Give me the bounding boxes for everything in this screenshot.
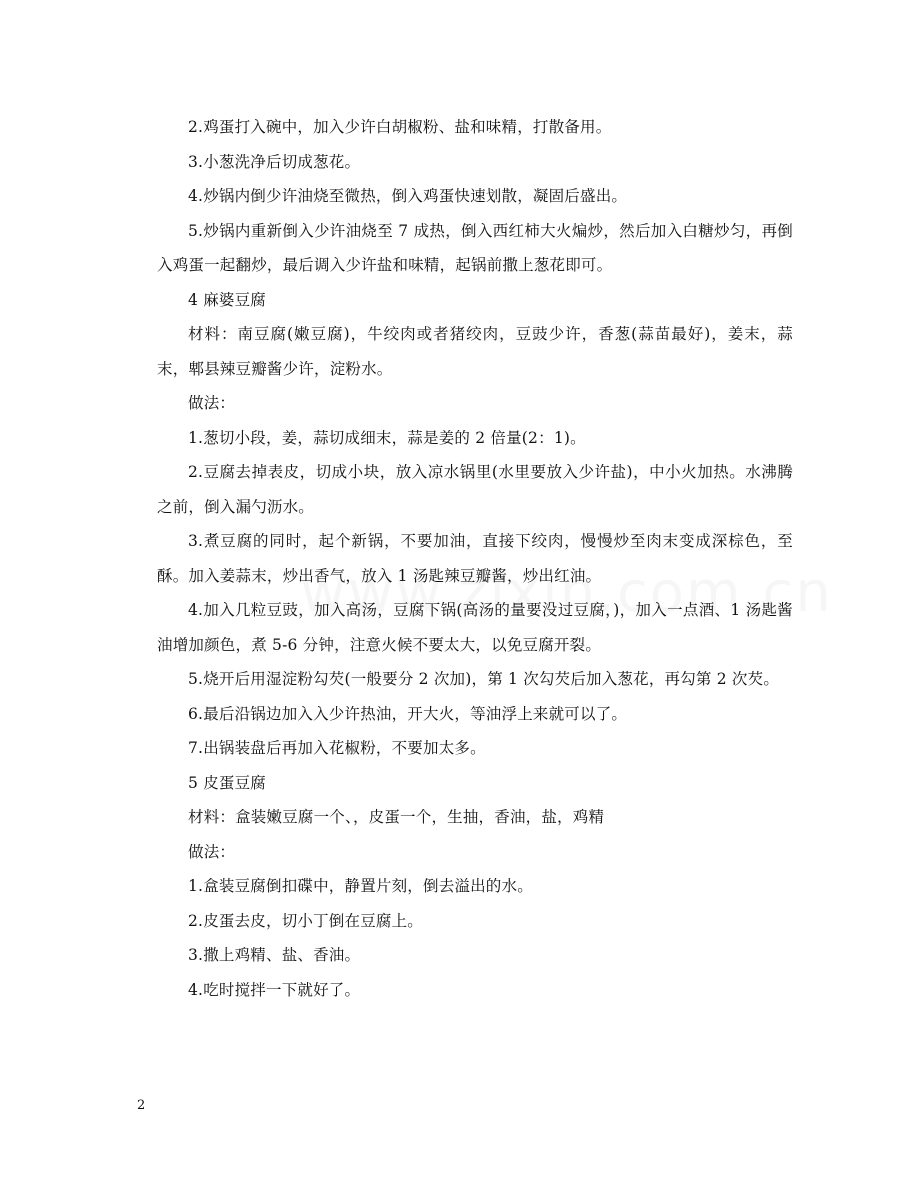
paragraph: 6.最后沿锅边加入入少许热油，开大火，等油浮上来就可以了。: [188, 704, 628, 723]
paragraph: 7.出锅装盘后再加入花椒粉，不要加太多。: [188, 739, 486, 757]
paragraph: 4.炒锅内倒少许油烧至微热，倒入鸡蛋快速划散，凝固后盛出。: [188, 187, 628, 205]
paragraph: 4.加入几粒豆豉，加入高汤，豆腐下锅(高汤的量要没过豆腐，)，加入一点酒、1 汤匙酱油增加颜色，煮 5-6 分钟，注意火候不要太大，以免豆腐开裂。: [157, 601, 793, 654]
paragraph: 做法：: [188, 394, 236, 412]
paragraph: 3.小葱洗净后切成葱花。: [188, 152, 361, 171]
paragraph: 1.盒装豆腐倒扣碟中，静置片刻，倒去溢出的水。: [188, 877, 533, 895]
paragraph: 1.葱切小段，姜，蒜切成细末，蒜是姜的 2 倍量(2：1)。: [188, 428, 586, 447]
paragraph: 材料：盒装嫩豆腐一个、，皮蛋一个，生抽，香油，盐，鸡精: [188, 808, 605, 826]
paragraph: 5.烧开后用湿淀粉勾芡(一般要分 2 次加)，第 1 次勾芡后加入葱花，再勾第 2 次芡。: [188, 670, 780, 688]
paragraph: 5.炒锅内重新倒入少许油烧至 7 成热，倒入西红柿大火煸炒，然后加入白糖炒匀，再倒入鸡蛋一起翻炒，最后调入少许盐和味精，起锅前撒上葱花即可。: [157, 221, 793, 274]
document-body: [157, 110, 793, 1007]
paragraph: 材料：南豆腐(嫩豆腐)，牛绞肉或者猪绞肉，豆豉少许，香葱(蒜苗最好)，姜末，蒜末，郫县辣豆瓣酱少许，淀粉水。: [157, 325, 793, 378]
paragraph: 4.吃时搅拌一下就好了。: [188, 980, 361, 999]
page-number: 2: [137, 1098, 146, 1113]
paragraph: 3.撒上鸡精、盐、香油。: [188, 946, 361, 964]
section-heading: 5 皮蛋豆腐: [188, 773, 266, 792]
section-heading: 4 麻婆豆腐: [188, 290, 266, 309]
paragraph: 2.豆腐去掉表皮，切成小块，放入凉水锅里(水里要放入少许盐)，中小火加热。水沸腾之前，倒入漏勺沥水。: [157, 463, 793, 516]
paragraph: 2.鸡蛋打入碗中，加入少许白胡椒粉、盐和味精，打散备用。: [188, 118, 612, 136]
paragraph: 3.煮豆腐的同时，起个新锅，不要加油，直接下绞肉，慢慢炒至肉末变成深棕色，至酥。加入姜蒜末，炒出香气，放入 1 汤匙辣豆瓣酱，炒出红油。: [157, 532, 793, 585]
paragraph: 2.皮蛋去皮，切小丁倒在豆腐上。: [188, 911, 423, 930]
paragraph: 做法：: [188, 842, 236, 861]
